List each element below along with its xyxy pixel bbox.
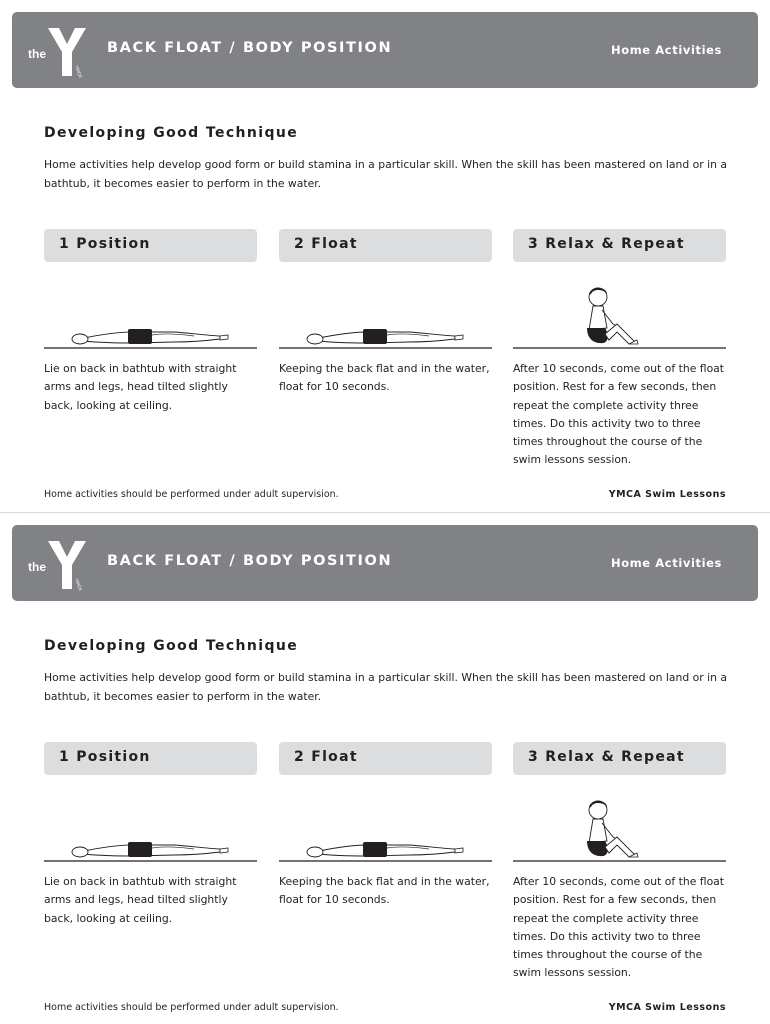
- step-description: Keeping the back flat and in the water, float for 10 seconds.: [279, 875, 490, 907]
- step-tab-position: [44, 229, 257, 262]
- step-description: Lie on back in bathtub with straight arms and legs, head tilted slightly back, looking at ceiling.: [44, 875, 237, 925]
- sitting-figure-illustration: [513, 280, 726, 352]
- step-tab-position: [44, 742, 257, 775]
- step-description: Lie on back in bathtub with straight arms and legs, head tilted slightly back, looking at ceiling.: [44, 362, 237, 412]
- page-title: BACK FLOAT / BODY POSITION: [107, 553, 393, 569]
- section-label: Home Activities: [611, 43, 722, 57]
- floating-figure-illustration: [44, 793, 257, 865]
- logo-word: the: [28, 47, 46, 61]
- step-description: After 10 seconds, come out of the float position. Rest for a few seconds, then repeat the complete activity three times. Do this activity two to three times throughout the course of the swim lessons session.: [513, 362, 725, 467]
- page-title: BACK FLOAT / BODY POSITION: [107, 40, 393, 56]
- step-description: Keeping the back flat and in the water, float for 10 seconds.: [279, 362, 490, 394]
- step-label: 2 Float: [294, 749, 358, 765]
- activity-sheet: [0, 513, 770, 1024]
- footer-brand: YMCA Swim Lessons: [608, 489, 726, 500]
- intro-paragraph: Home activities help develop good form or build stamina in a particular skill. When the skill has been mastered on land or in a bathtub, it becomes easier to perform in the water.: [44, 158, 727, 190]
- floating-figure-illustration: [44, 280, 257, 352]
- step-description: After 10 seconds, come out of the float position. Rest for a few seconds, then repeat the complete activity three times. Do this activity two to three times throughout the course of the swim lessons session.: [513, 875, 725, 980]
- intro-paragraph: Home activities help develop good form or build stamina in a particular skill. When the skill has been mastered on land or in a bathtub, it becomes easier to perform in the water.: [44, 671, 727, 703]
- ymca-logo: [26, 22, 90, 82]
- floating-figure-illustration: [279, 280, 492, 352]
- header-banner: [12, 12, 758, 88]
- step-tab-float: [279, 742, 492, 775]
- header-banner: [12, 525, 758, 601]
- step-label: 1 Position: [59, 236, 151, 252]
- step-label: 2 Float: [294, 236, 358, 252]
- supervision-note: Home activities should be performed under adult supervision.: [44, 489, 339, 500]
- section-heading: Developing Good Technique: [44, 125, 299, 141]
- logo-word: the: [28, 560, 46, 574]
- logo-small-text: YMCA: [74, 64, 84, 79]
- section-label: Home Activities: [611, 556, 722, 570]
- floating-figure-illustration: [279, 793, 492, 865]
- step-tab-relax-repeat: [513, 742, 726, 775]
- logo-small-text: YMCA: [74, 577, 84, 592]
- step-label: 3 Relax & Repeat: [528, 749, 685, 765]
- supervision-note: Home activities should be performed under adult supervision.: [44, 1002, 339, 1013]
- step-tab-float: [279, 229, 492, 262]
- sitting-figure-illustration: [513, 793, 726, 865]
- step-label: 3 Relax & Repeat: [528, 236, 685, 252]
- section-heading: Developing Good Technique: [44, 638, 299, 654]
- step-tab-relax-repeat: [513, 229, 726, 262]
- ymca-logo: [26, 535, 90, 595]
- footer-brand: YMCA Swim Lessons: [608, 1002, 726, 1013]
- step-label: 1 Position: [59, 749, 151, 765]
